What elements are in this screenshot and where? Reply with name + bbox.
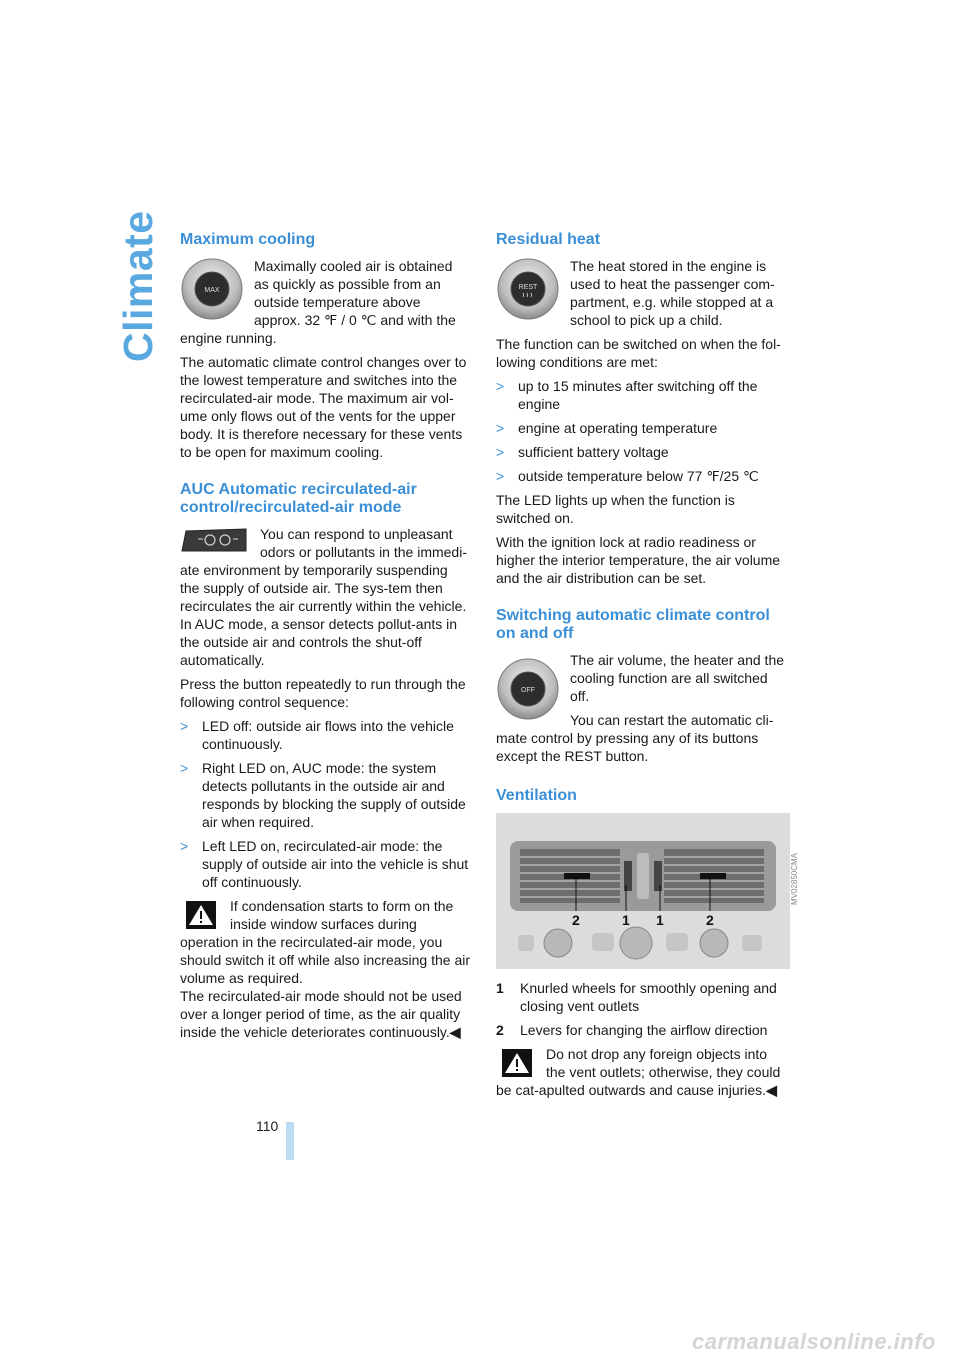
rest-button-figure — [496, 257, 560, 325]
auc-text: You can respond to unpleasant odors or pollutants in the immedi-ate environment by temporarily suspending the supply of outside air. The sys-tem then recirculates the air currently within the vehicle. In AUC mode, a sensor detects pollut-ants in the outside air and controls the shut-off automatically. — [180, 526, 467, 668]
list-item: > LED off: outside air flows into the vehicle continuously. — [180, 718, 454, 752]
heading-auc: AUC Automatic recirculated-air control/recirculated-air mode — [180, 481, 417, 516]
max-cooling-text: Maximally cooled air is obtained as quickly as possible from an outside temperature above approx. 32 ℉ / 0 ℃ and with the engine running. — [180, 258, 456, 346]
auc-button-figure — [180, 525, 250, 559]
off-button-figure — [496, 657, 560, 725]
list-item: > outside temperature below 77 ℉/25 ℃ — [496, 468, 759, 484]
onoff-text-2: You can restart the automatic cli-mate control by pressing any of its buttons except the REST button. — [496, 712, 774, 764]
residual-text-3: The LED lights up when the function is switched on. — [496, 492, 735, 526]
auc-warning: If condensation starts to form on the inside window surfaces during operation in the recirculated-air mode, you should switch it off while also increasing the air volume as required. The recirculated-air mode should not be used over a longer period of time, as the air quality inside the vehicle deteriorates continuously.◀ — [180, 898, 471, 1040]
callout-label-1-left: 1 — [622, 912, 630, 928]
max-button-figure — [180, 257, 244, 325]
list-item: 1 Knurled wheels for smoothly opening and closing vent outlets — [496, 980, 777, 1014]
list-item: > engine at operating temperature — [496, 420, 718, 436]
page-number-bar — [286, 1122, 294, 1160]
auc-button-icon — [180, 525, 250, 555]
callout-label-1-right: 1 — [656, 912, 664, 928]
max-knob-icon — [180, 257, 244, 321]
vent-outlets-illustration — [496, 813, 790, 969]
ventilation-legend — [496, 979, 786, 1039]
list-item: > up to 15 minutes after switching off the engine — [496, 378, 758, 412]
section-title: Climate — [115, 210, 161, 362]
off-knob-icon — [496, 657, 560, 721]
list-item: 2 Levers for changing the airflow direction — [496, 1022, 768, 1038]
max-cooling-text-2: The automatic climate control changes over to the lowest temperature and switches into the recirculated-air mode. The maximum air vol-ume only flows out of the vents for the upper body. It is therefore necessary for these vents to be open for maximum cooling. — [180, 354, 467, 460]
image-code: MV02850CMA — [790, 853, 799, 906]
svg-text:OFF: OFF — [521, 687, 535, 694]
heading-ventilation: Ventilation — [496, 787, 577, 804]
callout-label-2-right: 2 — [706, 912, 714, 928]
page-number: 110 — [256, 1118, 279, 1134]
list-item: > Right LED on, AUC mode: the system detects pollutants in the outside air and responds by blocking the supply of outside air when required. — [180, 760, 466, 830]
left-column — [180, 231, 470, 1041]
right-column — [496, 231, 799, 1099]
ventilation-figure — [496, 813, 799, 969]
watermark: carmanualsonline.info — [692, 1329, 936, 1354]
warning-icon — [502, 1049, 532, 1077]
warning-icon — [186, 901, 216, 929]
list-item: > sufficient battery voltage — [496, 444, 669, 460]
rest-knob-icon — [496, 257, 560, 321]
callout-label-2-left: 2 — [572, 912, 580, 928]
auc-text-2: Press the button repeatedly to run through the following control sequence: — [180, 676, 466, 710]
residual-text: The heat stored in the engine is used to heat the passenger com-partment, e.g. while stopped at a school to pick up a child. — [570, 258, 775, 328]
list-item: > Left LED on, recirculated-air mode: the supply of outside air into the vehicle is shut off continuously. — [180, 838, 469, 890]
svg-text:REST: REST — [518, 284, 538, 291]
heading-residual-heat: Residual heat — [496, 231, 601, 248]
heading-maximum-cooling: Maximum cooling — [180, 231, 316, 248]
svg-text:MAX: MAX — [204, 287, 220, 294]
residual-text-2: The function can be switched on when the fol-lowing conditions are met: — [496, 336, 781, 370]
auc-sequence-list — [180, 717, 470, 891]
residual-conditions-list — [496, 377, 786, 485]
residual-text-4: With the ignition lock at radio readiness or higher the interior temperature, the air volume and the air distribution can be set. — [496, 534, 781, 586]
heading-switching: Switching automatic climate control on and off — [496, 607, 770, 642]
ventilation-warning: Do not drop any foreign objects into the vent outlets; otherwise, they could be cat-apulted outwards and cause injuries.◀ — [496, 1046, 781, 1098]
onoff-text: The air volume, the heater and the cooling function are all switched off. — [570, 652, 785, 704]
